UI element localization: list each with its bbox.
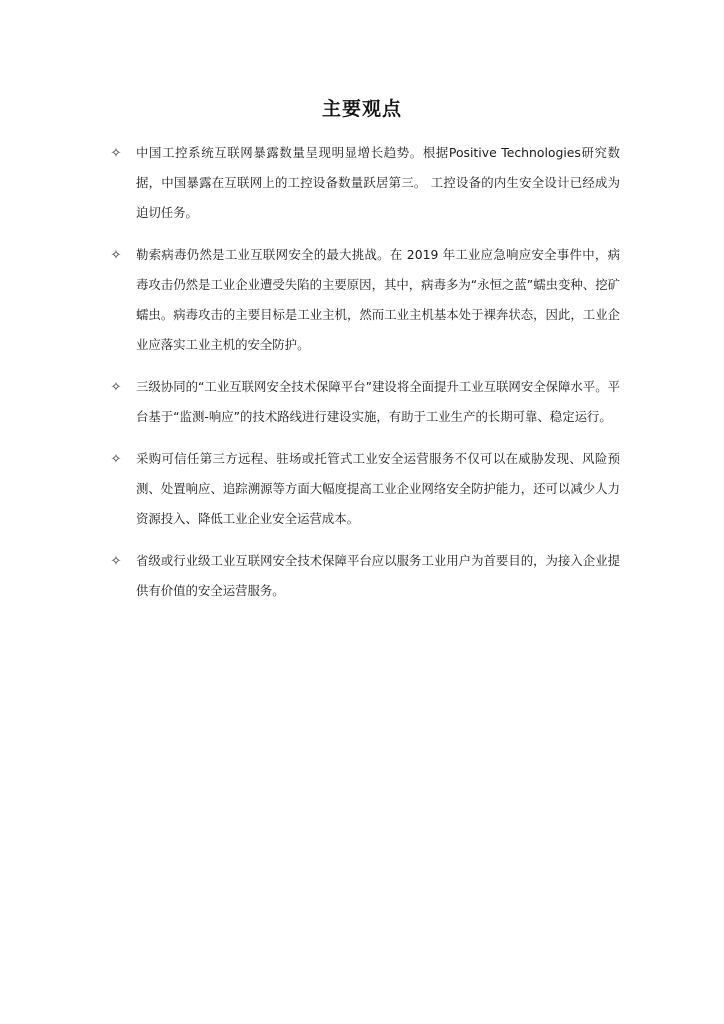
key-point-4	[0, 444, 724, 534]
key-point-5	[0, 546, 724, 606]
diamond-bullet-icon: ✧	[110, 452, 122, 467]
diamond-bullet-icon: ✧	[110, 554, 122, 569]
diamond-bullet-icon: ✧	[110, 380, 122, 395]
key-point-text: 三级协同的“工业互联网安全技术保障平台”建设将全面提升工业互联网安全保障水平。平台基于“监测-响应”的技术路线进行建设实施，有助于工业生产的长期可靠、稳定运行。	[136, 379, 620, 424]
page-title: 主要观点	[321, 98, 402, 120]
key-point-1	[0, 138, 724, 228]
diamond-bullet-icon: ✧	[110, 146, 122, 161]
key-point-text: 勒索病毒仍然是工业互联网安全的最大挑战。在 2019 年工业应急响应安全事件中，病毒攻击仍然是工业企业遭受失陷的主要原因，其中，病毒多为“永恒之蓝”蠕虫变种、挖矿蠕虫。病毒攻击的主要目标是工业主机，然而工业主机基本处于裸奔状态，因此，工业企业应落实工业主机的安全防护。	[136, 247, 620, 352]
key-point-3	[0, 372, 724, 432]
key-points-list	[0, 138, 724, 618]
key-point-text: 省级或行业级工业互联网安全技术保障平台应以服务工业用户为首要目的，为接入企业提供有价值的安全运营服务。	[136, 553, 620, 598]
key-point-2	[0, 240, 724, 360]
key-point-text: 中国工控系统互联网暴露数量呈现明显增长趋势。根据Positive Technologies研究数据，中国暴露在互联网上的工控设备数量跃居第三。 工控设备的内生安全设计已经成为迫切任务。	[136, 145, 620, 220]
diamond-bullet-icon: ✧	[110, 248, 122, 263]
key-point-text: 采购可信任第三方远程、驻场或托管式工业安全运营服务不仅可以在威胁发现、风险预测、处置响应、追踪溯源等方面大幅度提高工业企业网络安全防护能力，还可以减少人力资源投入、降低工业企业安全运营成本。	[136, 451, 620, 526]
